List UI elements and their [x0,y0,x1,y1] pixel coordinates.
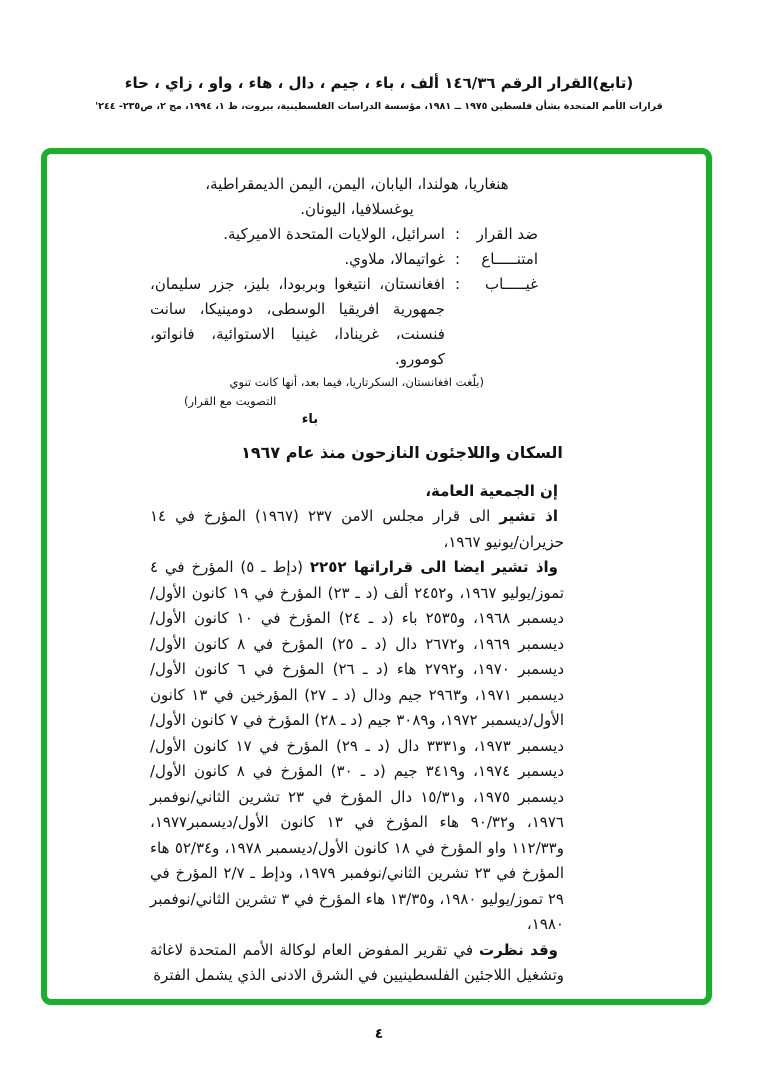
vote-text: غواتيمالا، ملاوي. [344,250,445,268]
paragraph-text: الى قرار مجلس الامن ٢٣٧ (١٩٦٧) المؤرخ في ١٤ حزيران/يونيو ١٩٦٧، [150,507,564,551]
green-frame [41,148,712,1005]
vote-text: افغانستان، انتيغوا وبربودا، بليز، جزر سليمان، جمهورية افريقيا الوسطى، دومينيكا، سانت فنسنت، غرينادا، غينيا الاستوائية، فانواتو، كومورو. [150,275,445,368]
salutation: إن الجمعية العامة، [425,482,558,500]
vote-row-against [150,222,538,247]
section-marker: باء [301,412,319,427]
vote-footnote-line: (بلّغت افغانستان، السكرتاريا، فيما بعد، أنها كانت تنوي [229,375,484,389]
paragraph-lead: اذ تشير [499,507,558,525]
paragraph-text: (دإط ـ ٥) المؤرخ في ٤ تموز/يوليو ١٩٦٧، و٢٤٥٢ ألف (د ـ ٢٣) المؤرخ في ١٩ كانون الأول/ديسمبر ١٩٦٨، و٢٥٣٥ باء (د ـ ٢٤) المؤرخ في ١٠ كانون الأول/ديسمبر ١٩٦٩، و٢٦٧٢ دال (د ـ ٢٥) المؤرخ في ٨ كانون الأول/ديسمبر ١٩٧٠، و٢٧٩٢ هاء (د ـ ٢٦) المؤرخ في ٦ كانون الأول/ديسمبر ١٩٧١، و٢٩٦٣ جيم ودال (د ـ ٢٧) المؤرخين في ١٣ كانون الأول/ديسمبر ١٩٧٢، و٣٠٨٩ جيم (د ـ ٢٨) المؤرخ في ٧ كانون الأول/ديسمبر ١٩٧٣، و٣٣٣١ دال (د ـ ٢٩) المؤرخ في ١٧ كانون الأول/ديسمبر ١٩٧٤، و٣٤١٩ جيم (د ـ ٣٠) المؤرخ في ٨ كانون الأول/ديسمبر ١٩٧٥، و١٥/٣١ دال المؤرخ في ٢٣ تشرين الثاني/نوفمبر ١٩٧٦، و٩٠/٣٢ هاء المؤرخ في ١٣ كانون الأول/ديسمبر١٩٧٧، و١١٢/٣٣ واو المؤرخ في ١٨ كانون الأول/ديسمبر ١٩٧٨، و٥٢/٣٤ هاء المؤرخ في ٢٣ تشرين الثاني/نوفمبر ١٩٧٩، ودإط ـ ٢/٧ المؤرخ في ٢٩ تموز/يوليو ١٩٨٠، و١٣/٣٥ هاء المؤرخ في ٣ تشرين الثاني/نوفمبر ١٩٨٠، [150,558,565,933]
page-number: ٤ [374,1026,384,1042]
vote-footnote [184,373,484,411]
paragraph-recalling-1 [150,504,564,555]
section-title: السكان واللاجئون النازحون منذ عام ١٩٦٧ [241,443,563,462]
vote-footnote-line: التصويت مع القرار) [184,394,277,408]
vote-continuation-line: هنغاريا، هولندا، اليابان، اليمن، اليمن الديمقراطية، [205,175,509,193]
doc-title: (تابع)القرار الرقم ١٤٦/٣٦ ألف ، باء ، جيم ، دال ، هاء ، واو ، زاي ، حاء [124,74,634,92]
doc-citation: قرارات الأمم المتحدة بشأن فلسطين ١٩٧٥ ــ ١٩٨١، مؤسسة الدراسات الفلسطينية، بيروت، ط ١، ١٩٩٤، مج ٢، ص٢٣٥- ٢٤٤' [95,101,663,112]
vote-label: امتنـــــاع [481,250,538,268]
doc-header [0,74,758,112]
paragraph-text: في تقرير المفوض العام لوكالة الأمم المتحدة لاغاثة وتشغيل اللاجئين الفلسطينيين في الشرق الادنى الذي يشمل الفترة [150,940,564,984]
paragraph-recalling-2 [150,555,564,938]
colon: : [454,250,460,268]
colon: : [454,225,460,243]
paragraph-considered [150,938,564,989]
colon: : [454,275,460,293]
vote-continuation-line: يوغسلافيا، اليونان. [300,200,414,218]
paragraph-lead: واذ تشير ايضا الى قراراتها ٢٢٥٢ [309,558,558,576]
vote-label: غيـــــاب [484,275,538,293]
paragraph-lead: وقد نظرت [479,940,558,959]
vote-text: اسرائيل، الولايات المتحدة الاميركية. [223,225,445,243]
vote-row-abstain [150,247,538,272]
vote-row-absent [150,272,538,372]
resolution-content [150,172,564,989]
vote-label: ضد القرار [476,225,538,243]
vote-list-continuation [150,172,564,222]
